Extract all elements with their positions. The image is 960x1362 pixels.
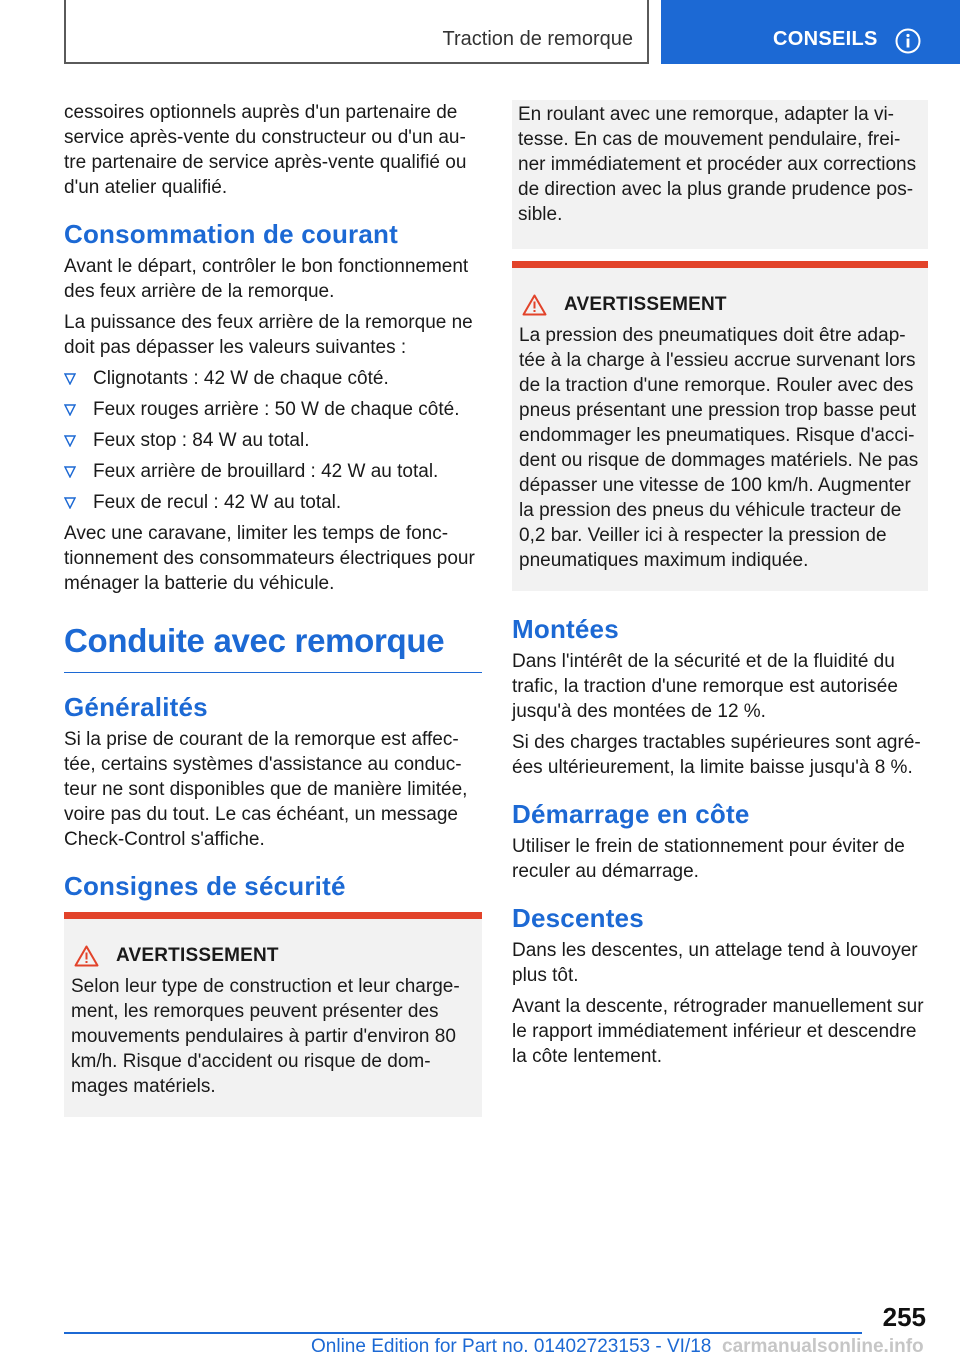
right-column (512, 100, 928, 1075)
section-title: Traction de remorque (442, 28, 633, 50)
warning-box-pressure (512, 261, 928, 591)
header-section-box (64, 0, 649, 64)
triangle-bullet-icon (64, 466, 76, 478)
warning-triangle-icon (522, 294, 547, 316)
descentes-p1: Dans les descentes, un attelage tend à louvoyer plus tôt. (512, 940, 918, 986)
heading-montees: Montées (512, 614, 619, 644)
warning-header (74, 943, 476, 968)
consommation-p1: Avant le départ, contrôler le bon fonctionnement des feux arrière de la remorque. (64, 256, 469, 302)
tab-conseils[interactable] (661, 0, 960, 64)
intro-paragraph: cessoires optionnels auprès d'un partenaire de service après-vente du constructeur ou d'un au-tre partenaire de service après-vente qualifié ou d'un atelier qualifié. (64, 102, 467, 198)
warning-header (522, 292, 922, 317)
footer-watermark: carmanualsonline.info (722, 1336, 924, 1357)
info-icon[interactable] (895, 28, 921, 54)
warning-box-pendulum (64, 912, 482, 1117)
chapter-title: Conduite avec remorque (64, 620, 482, 673)
list-item: Feux de recul : 42 W au total. (64, 490, 482, 515)
montees-p1: Dans l'intérêt de la sécurité et de la fluidité du trafic, la traction d'une remorque est autorisée jusqu'à des montées de 12 %. (512, 651, 898, 722)
list-item: Feux arrière de brouillard : 42 W au total. (64, 459, 482, 484)
heading-generalites: Généralités (64, 692, 208, 722)
heading-consignes: Consignes de sécurité (64, 871, 346, 901)
speed-note-text: En roulant avec une remorque, adapter la vi-tesse. En cas de mouvement pendulaire, frei-ner immédiatement et procéder aux corrections de direction avec la plus grande prudence pos-sible. (518, 104, 917, 225)
triangle-bullet-icon (64, 404, 76, 416)
warning-text: Selon leur type de construction et leur charge-ment, les remorques peuvent présenter des mouvements pendulaires à partir d'environ 80 km/h. Risque d'accident ou risque de dom-mages matériels. (71, 976, 460, 1097)
descentes-p2: Avant la descente, rétrograder manuellement sur le rapport immédiatement inférieur et descendre la côte lentement. (512, 996, 924, 1067)
list-item: Clignotants : 42 W de chaque côté. (64, 366, 482, 391)
warning-title: AVERTISSEMENT (564, 294, 727, 315)
list-item: Feux rouges arrière : 50 W de chaque côté. (64, 397, 482, 422)
list-item: Feux stop : 84 W au total. (64, 428, 482, 453)
triangle-bullet-icon (64, 435, 76, 447)
heading-descentes: Descentes (512, 903, 644, 933)
footer-edition: Online Edition for Part no. 01402723153 - VI/18 (311, 1336, 712, 1357)
demarrage-text: Utiliser le frein de stationnement pour éviter de reculer au démarrage. (512, 836, 905, 882)
warning-triangle-icon (74, 945, 99, 967)
warning-text: La pression des pneumatiques doit être adap-tée à la charge à l'essieu accrue survenant lors de la traction d'une remorque. Rouler avec des pneus présentant une pression trop basse peut endommager les pneumatiques. Risque d'acci-dent ou risque de dommages matériels. Ne pas dépasser une vitesse de 100 km/h. Augmenter la pression des pneus du véhicule tracteur de 0,2 bar. Veiller ici à respecter la pression de pneumatiques maximum indiquée. (519, 325, 919, 571)
heading-demarrage: Démarrage en côte (512, 799, 750, 829)
triangle-bullet-icon (64, 373, 76, 385)
heading-consommation: Consommation de courant (64, 219, 398, 249)
montees-p2: Si des charges tractables supérieures sont agré-ées ultérieurement, la limite baisse jusqu'à 8 %. (512, 732, 921, 778)
warning-title: AVERTISSEMENT (116, 945, 279, 966)
footer-divider (64, 1332, 862, 1334)
consommation-p3: Avec une caravane, limiter les temps de fonc-tionnement des consommateurs électriques pour ménager la batterie du véhicule. (64, 523, 475, 594)
triangle-bullet-icon (64, 497, 76, 509)
left-column (64, 100, 482, 1117)
page-number: 255 (882, 1302, 926, 1332)
consommation-p2: La puissance des feux arrière de la remorque ne doit pas dépasser les valeurs suivantes : (64, 312, 473, 358)
generalites-text: Si la prise de courant de la remorque est affec-tée, certains systèmes d'assistance au conduc-teur ne sont disponibles que de manière limitée, voire pas du tout. Le cas échéant, un message Check-Control s'affiche. (64, 729, 468, 850)
tab-conseils-label: CONSEILS (773, 28, 878, 50)
speed-note-box (512, 100, 928, 249)
power-list (64, 366, 482, 515)
